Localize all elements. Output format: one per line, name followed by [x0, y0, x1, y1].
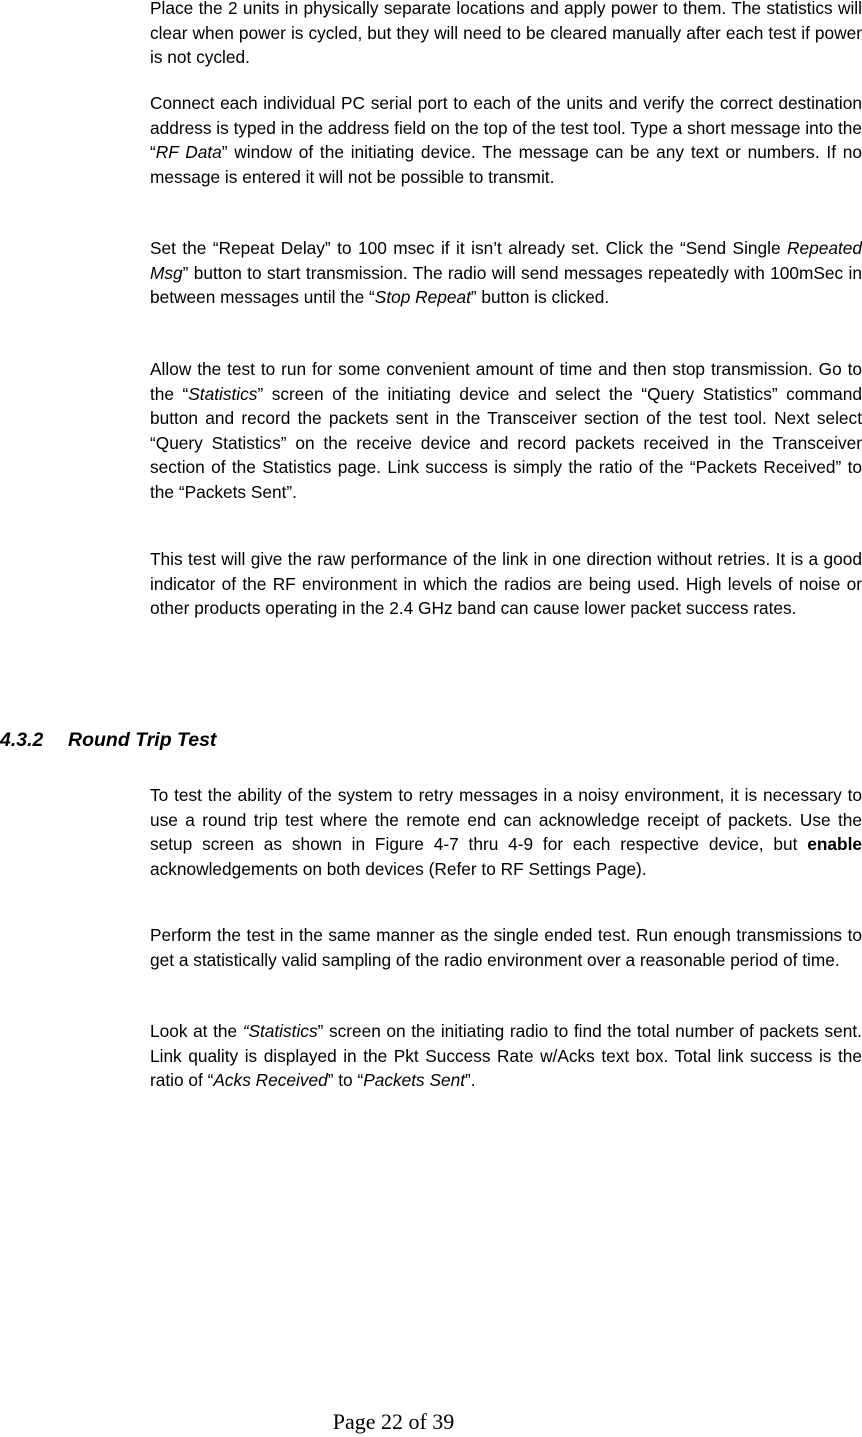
paragraph-text: acknowledgements on both devices (Refer to RF Settings Page). [150, 858, 647, 879]
paragraph-round-trip-intro [150, 783, 862, 881]
page-number: Page 22 of 39 [332, 1409, 455, 1434]
paragraph-text: Allow the test to run for some convenient amount of time and then stop transmission. Go to the “ [150, 359, 862, 404]
paragraph-allow-test [150, 357, 862, 504]
paragraph-text: ” screen on the initiating radio to find the total number of packets sent. Link quality is displayed in the Pkt Success Rate w/Acks text box. Total link success is the ratio of “ [150, 1021, 862, 1090]
emphasis-text: Repeated Msg [150, 238, 862, 283]
paragraph-connect-serial [150, 91, 862, 189]
paragraph-text: ” button is clicked. [470, 287, 610, 307]
paragraph-place-units [150, 0, 862, 70]
paragraph-text: Connect each individual PC serial port to each of the units and verify the correct destination address is typed in the address field on the top of the test tool. Type a short message into the “ [150, 93, 862, 162]
paragraph-text: ” button to start transmission. The radio will send messages repeatedly with 100mSec in between messages until the “ [150, 262, 862, 307]
emphasis-text: Stop Repeat [374, 287, 471, 307]
paragraph-text: Look at the [150, 1021, 243, 1041]
paragraph-text: Perform the test in the same manner as the single ended test. Run enough transmissions to get a statistically valid sampling of the radio environment over a reasonable period of time. [150, 925, 862, 970]
paragraph-repeat-delay [150, 236, 862, 310]
paragraph-text: ”. [465, 1070, 476, 1090]
emphasis-text: “Statistics [242, 1021, 318, 1041]
paragraph-perform-test [150, 923, 862, 972]
paragraph-text: ” window of the initiating device. The message can be any text or numbers. If no message is entered it will not be possible to transmit. [150, 142, 862, 187]
emphasis-text: RF Data [155, 142, 222, 162]
paragraph-text: To test the ability of the system to retry messages in a noisy environment, it is necessary to use a round trip test where the remote end can acknowledge receipt of packets. Use the setup screen as shown in Figure 4-7 thru 4-9 for each respective device, but [150, 785, 862, 854]
emphasis-text: Statistics [188, 383, 258, 404]
paragraph-text: This test will give the raw performance of the link in one direction without retries. It is a good indicator of the RF environment in which the radios are being used. High levels of noise or other products operating in the 2.4 GHz band can cause lower packet success rates. [150, 549, 862, 618]
paragraph-text: ” screen of the initiating device and select the “Query Statistics” command button and record the packets sent in the Transceiver section of the test tool. Next select “Query Statistics” on the receive device and record packets received in the Transceiver section of the Statistics page. Link success is simply the ratio of the “Packets Received” to the “Packets Sent”. [150, 383, 862, 502]
paragraph-text: Set the “Repeat Delay” to 100 msec if it isn’t already set. Click the “Send Single [150, 238, 788, 258]
emphasis-text: Acks Received [213, 1070, 328, 1090]
paragraph-statistics-screen [150, 1019, 862, 1093]
section-number: 4.3.2 [0, 729, 44, 751]
section-heading [0, 729, 216, 752]
emphasis-text: Packets Sent [363, 1070, 466, 1090]
bold-text: enable [807, 834, 862, 854]
section-title: Round Trip Test [68, 729, 217, 751]
paragraph-text: Place the 2 units in physically separate locations and apply power to them. The statistics will clear when power is cycled, but they will need to be cleared manually after each test if power is not cycled. [150, 0, 862, 67]
paragraph-text: ” to “ [327, 1070, 364, 1090]
paragraph-raw-performance [150, 547, 862, 621]
